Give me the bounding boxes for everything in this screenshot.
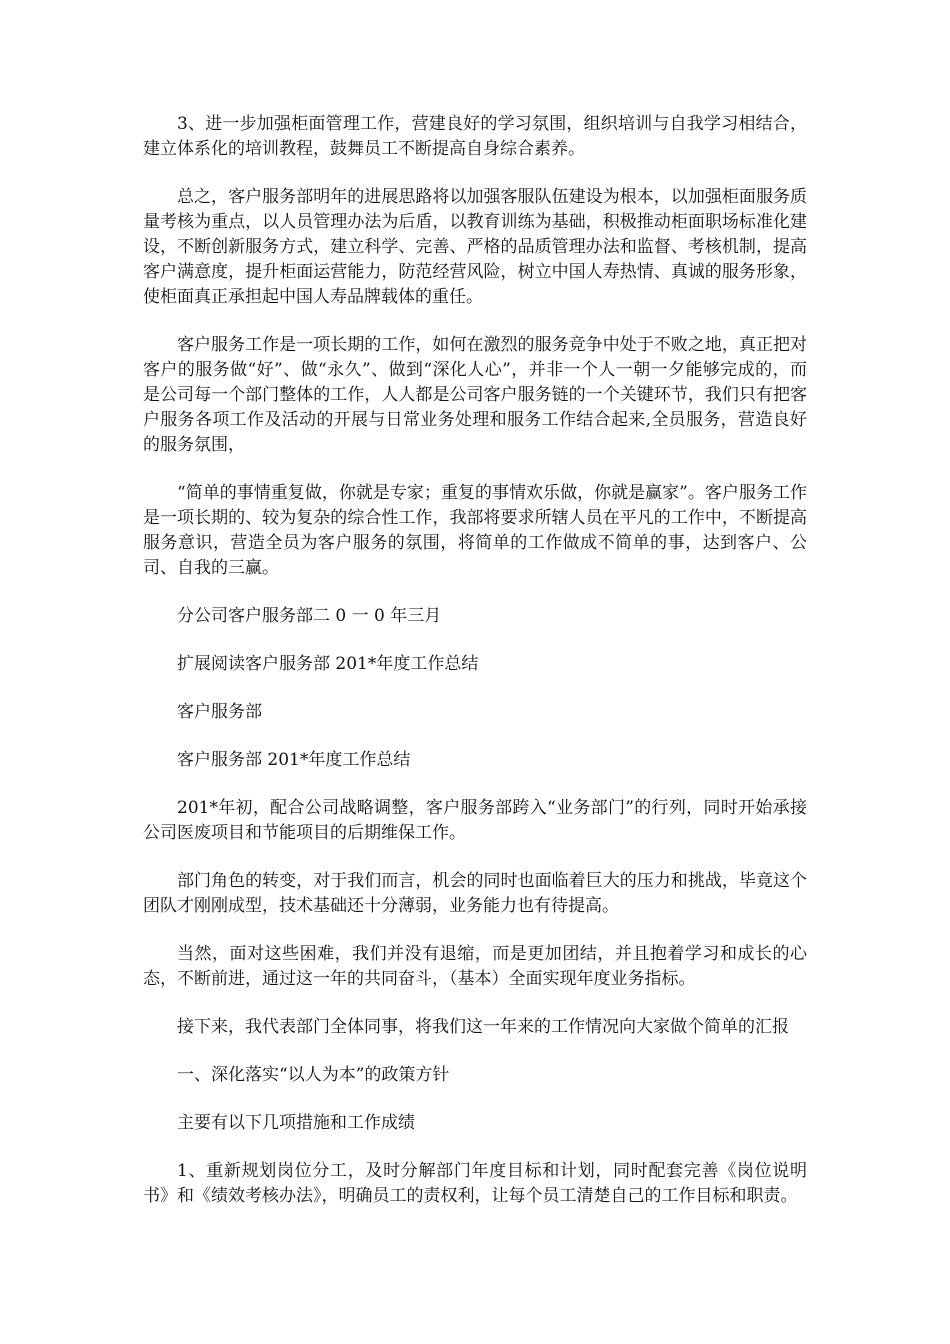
paragraph: 客户服务工作是一项长期的工作，如何在激烈的服务竞争中处于不败之地，真正把对客户的服务做“好”、做“永久”、做到“深化人心”，并非一个人一朝一夕能够完成的，而是公司每一个部门整体的工作，人人都是公司客户服务链的一个关键环节，我们只有把客户服务各项工作及活动的开展与日常业务处理和服务工作结合起来,全员服务，营造良好的服务氛围， — [143, 335, 807, 455]
report-title: 客户服务部 201*年度工作总结 — [177, 750, 411, 770]
department-name: 客户服务部 — [177, 702, 262, 722]
paragraph: 部门角色的转变，对于我们而言，机会的同时也面临着巨大的压力和挑战，毕竟这个团队才刚刚成型，技术基础还十分薄弱，业务能力也有待提高。 — [143, 871, 807, 916]
document-body — [143, 112, 807, 1232]
paragraph: 201*年初，配合公司战略调整，客户服务部跨入“业务部门”的行列，同时开始承接公司医废项目和节能项目的后期维保工作。 — [143, 798, 807, 843]
paragraph: 1、重新规划岗位分工，及时分解部门年度目标和计划，同时配套完善《岗位说明书》和《绩效考核办法》，明确员工的责权利，让每个员工清楚自己的工作目标和职责。 — [143, 1161, 807, 1206]
paragraph: 主要有以下几项措施和工作成绩 — [177, 1113, 415, 1133]
section-heading: 一、深化落实“以人为本”的政策方针 — [177, 1065, 450, 1085]
paragraph: 3、进一步加强柜面管理工作，营建良好的学习氛围，组织培训与自我学习相结合，建立体系化的培训教程，鼓舞员工不断提高自身综合素养。 — [143, 114, 807, 159]
paragraph: 当然，面对这些困难，我们并没有退缩，而是更加团结，并且抱着学习和成长的心态，不断前进，通过这一年的共同奋斗，（基本）全面实现年度业务指标。 — [143, 944, 807, 989]
paragraph: 接下来，我代表部门全体同事，将我们这一年来的工作情况向大家做个简单的汇报 — [177, 1017, 789, 1037]
paragraph: “简单的事情重复做，你就是专家；重复的事情欢乐做，你就是赢家”。客户服务工作是一项长期的、较为复杂的综合性工作，我部将要求所辖人员在平凡的工作中，不断提高服务意识，营造全员为客户服务的氛围，将简单的工作做成不简单的事，达到客户、公司、自我的三赢。 — [143, 483, 807, 578]
paragraph: 总之，客户服务部明年的进展思路将以加强客服队伍建设为根本，以加强柜面服务质量考核为重点，以人员管理办法为后盾，以教育训练为基础，积极推动柜面职场标准化建设，不断创新服务方式，建立科学、完善、严格的品质管理办法和监督、考核机制，提高客户满意度，提升柜面运营能力，防范经营风险，树立中国人寿热情、真诚的服务形象，使柜面真正承担起中国人寿品牌载体的重任。 — [143, 187, 807, 307]
signature-line: 分公司客户服务部二 0 一 0 年三月 — [177, 606, 442, 626]
section-title: 扩展阅读客户服务部 201*年度工作总结 — [177, 654, 479, 674]
